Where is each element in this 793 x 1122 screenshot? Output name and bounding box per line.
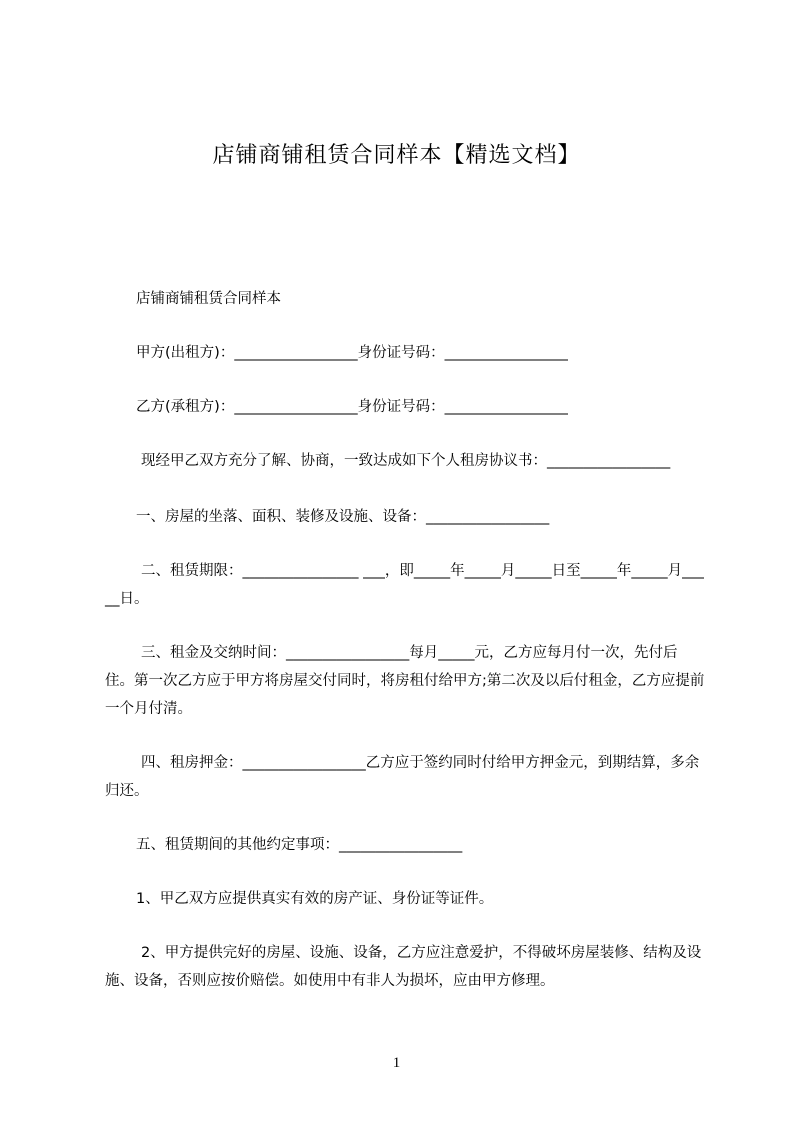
paragraph-term-1: 1、甲乙双方应提供真实有效的房产证、身份证等证件。 [136, 891, 494, 907]
paragraph-agreement-intro: 现经甲乙双方充分了解、协商，一致达成如下个人租房协议书：_________________ [141, 453, 671, 469]
paragraph-deposit: 四、租房押金：_________________乙方应于签约同时付给甲方押金元，到期结算，多余归还。 [105, 755, 700, 799]
paragraph-party-b: 乙方(承租方)：_________________身份证号码：_________________ [136, 399, 568, 415]
page-number: 1 [392, 1055, 401, 1071]
paragraph-term-2: 2、甲方提供完好的房屋、设施、设备，乙方应注意爱护，不得破坏房屋装修、结构及设施、设备，否则应按价赔偿。如使用中有非人为损坏，应由甲方修理。 [105, 945, 702, 989]
paragraph-subtitle: 店铺商铺租赁合同样本 [136, 291, 281, 307]
paragraph-party-a: 甲方(出租方)：_________________身份证号码：_________________ [136, 345, 568, 361]
paragraph-other-terms: 五、租赁期间的其他约定事项：_________________ [136, 837, 463, 853]
paragraph-property-location: 一、房屋的坐落、面积、装修及设施、设备：_________________ [136, 509, 550, 525]
document-body [105, 285, 705, 995]
paragraph-rent-payment: 三、租金及交纳时间：_________________每月_____元，乙方应每月付一次，先付后住。第一次乙方应于甲方将房屋交付同时，将房租付给甲方;第二次及以后付租金，乙方应提前一个月付清。 [105, 645, 705, 717]
document-title: 店铺商铺租赁合同样本【精选文档】 [212, 143, 581, 168]
paragraph-lease-term: 二、租赁期限：________________ ___，即_____年_____月_____日至_____年_____月_____日。 [105, 563, 704, 607]
